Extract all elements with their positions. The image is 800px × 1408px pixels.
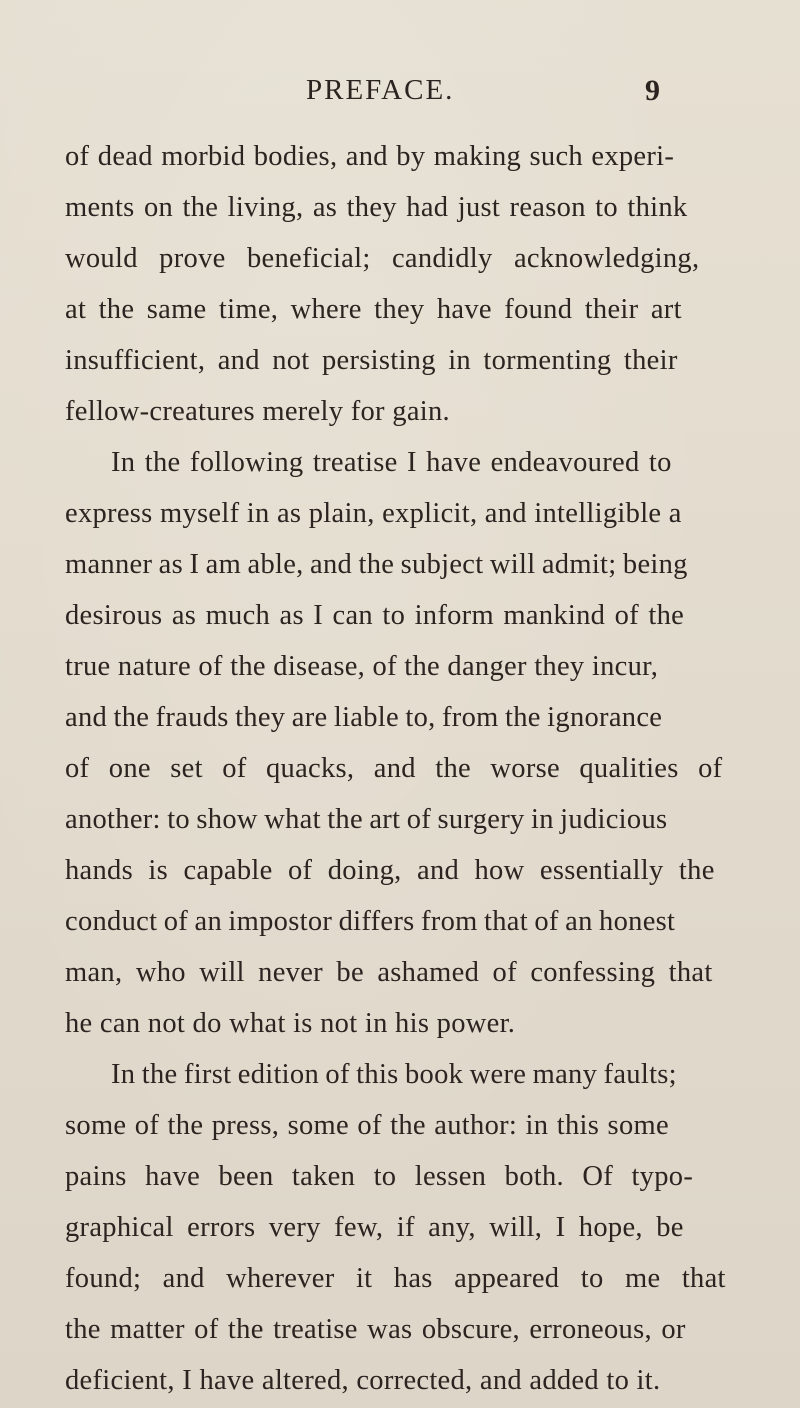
text-line: some of the press, some of the author: in this some: [65, 1110, 669, 1141]
text-line: ments on the living, as they had just reason to think: [65, 192, 688, 223]
text-line: express myself in as plain, explicit, and intelligible a: [65, 498, 682, 529]
text-line: hands is capable of doing, and how essentially the: [65, 855, 715, 886]
text-line: true nature of the disease, of the danger they incur,: [65, 651, 659, 682]
page-number: 9: [645, 74, 660, 107]
text-line: fellow-creatures merely for gain.: [65, 396, 450, 427]
text-line: at the same time, where they have found their art: [65, 294, 682, 325]
text-line: he can not do what is not in his power.: [65, 1008, 516, 1039]
text-line: conduct of an impostor differs from that of an honest: [65, 906, 676, 937]
text-line: desirous as much as I can to inform mankind of the: [65, 600, 685, 631]
text-line: pains have been taken to lessen both. Of typo-: [65, 1161, 694, 1192]
text-line: man, who will never be ashamed of confessing that: [65, 957, 713, 988]
text-line: and the frauds they are liable to, from the ignorance: [65, 702, 663, 733]
text-line: In the following treatise I have endeavoured to: [111, 447, 672, 478]
text-line: In the first edition of this book were many faults;: [111, 1059, 677, 1090]
text-line: of dead morbid bodies, and by making such experi-: [65, 141, 675, 172]
text-line: deficient, I have altered, corrected, and added to it.: [65, 1365, 661, 1396]
text-line: insufficient, and not persisting in tormenting their: [65, 345, 678, 376]
text-line: would prove beneficial; candidly acknowledging,: [65, 243, 700, 274]
text-line: graphical errors very few, if any, will, I hope, be: [65, 1212, 684, 1243]
text-line: another: to show what the art of surgery in judicious: [65, 804, 668, 835]
text-line: of one set of quacks, and the worse qualities of: [65, 753, 723, 784]
running-title: PREFACE.: [306, 74, 455, 106]
text-line: the matter of the treatise was obscure, erroneous, or: [65, 1314, 686, 1345]
text-line: found; and wherever it has appeared to me that: [65, 1263, 726, 1294]
text-line: manner as I am able, and the subject will admit; being: [65, 549, 688, 580]
